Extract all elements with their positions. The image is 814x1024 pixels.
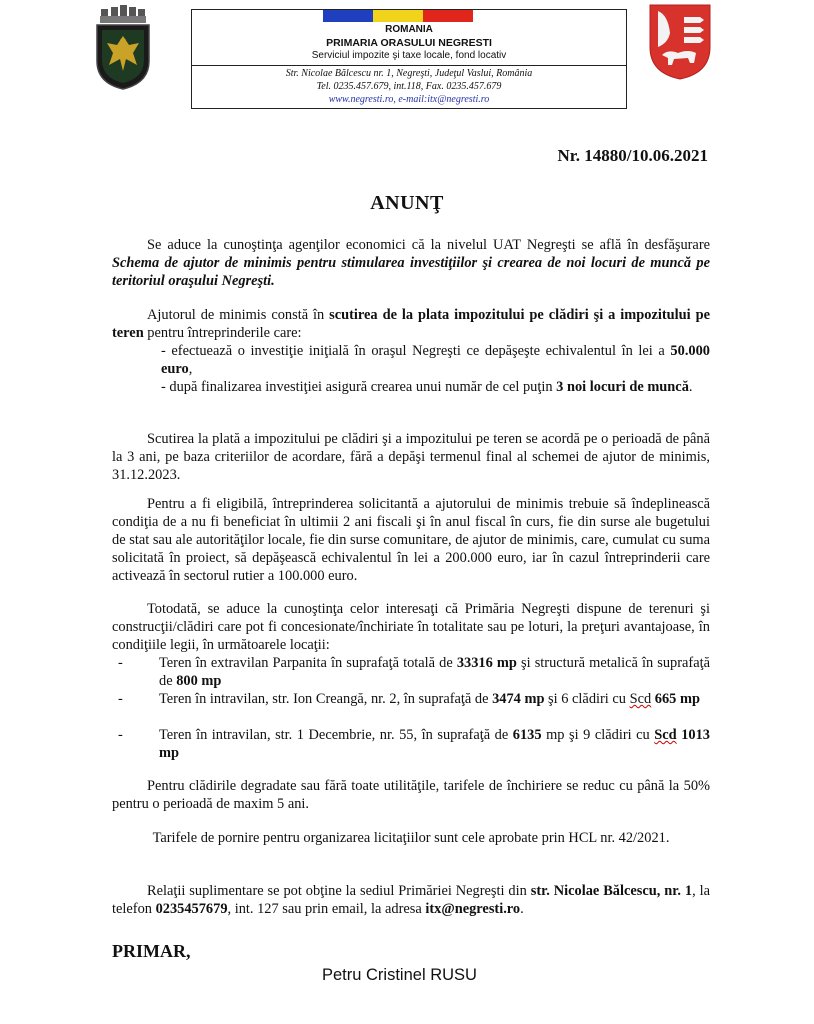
letterhead-department: Serviciul impozite şi taxe locale, fond locativ — [311, 50, 507, 61]
paragraph-eligibility: Pentru a fi eligibilă, întreprinderea solicitantă a ajutorului de minimis trebuie să îndeplinească condiţia de a nu fi beneficiat în ultimii 2 ani fiscali şi în anul fiscal în curs, fie din surse ale bugetului de stat sau ale autorităţilor locale, fie din surse comunitare, de ajutor de minimis, care, cumulat cu suma solicitată în proiect, să depăşească echivalentul în lei a 200.000 euro, iar în cazul întreprinderii care activează în sectorul rutier a 100.000 euro. — [112, 496, 710, 584]
registration-number: Nr. 14880/10.06.2021 — [557, 146, 708, 165]
letterhead — [191, 9, 627, 109]
location-area: 33316 mp — [456, 655, 517, 671]
intro-end: . — [271, 273, 275, 289]
signature-title: PRIMAR, — [112, 941, 191, 961]
contact-text: , int. 127 sau prin email, la adresa — [227, 901, 426, 917]
location-text: şi structură metalică în suprafaţă de — [159, 655, 710, 689]
paragraph-rent-reduction: Pentru clădirile degradate sau fără toate utilităţile, tarifele de închiriere se reduc cu până la 50% pentru o perioadă de maxim 5 ani. — [112, 778, 710, 812]
jobs-text: - după finalizarea investiţiei asigură crearea unui număr de cel puţin — [161, 379, 557, 395]
location-text: Teren în intravilan, str. Ion Creangă, nr. 2, în suprafaţă de — [159, 691, 493, 707]
contact-email[interactable]: itx@negresti.ro — [425, 901, 521, 917]
location-text: Teren în intravilan, str. 1 Decembrie, nr. 55, în suprafaţă de — [159, 727, 513, 743]
letterhead-phone: Tel. 0235.457.679, int.118, Fax. 0235.457.679 — [316, 81, 502, 92]
contact-end: . — [520, 901, 524, 917]
paragraph-exemption-period: Scutirea la plată a impozitului pe clădiri şi a impozitului pe teren se acordă pe o perioadă de până la 3 ani, pe baza criteriilor de acordare, fără a depăşi termenul final al schemei de ajutor de minimis, 31.12.2023. — [112, 431, 710, 483]
county-crest-icon — [648, 3, 712, 81]
location-text: mp şi 9 clădiri cu — [541, 727, 655, 743]
location-scd: Scd — [654, 727, 677, 743]
location-area: 6135 — [512, 727, 542, 743]
location-scd: Scd — [629, 691, 652, 707]
page-title: ANUNŢ — [370, 192, 444, 214]
investment-end: , — [188, 361, 193, 377]
jobs-end: . — [688, 379, 693, 395]
location-item — [112, 654, 710, 690]
location-item — [112, 690, 710, 708]
list-marker: - — [118, 691, 123, 707]
signatory-name: Petru Cristinel RUSU — [322, 966, 477, 984]
letterhead-country: ROMANIA — [385, 24, 433, 35]
investment-text: - efectuează o investiţie iniţială în oraşul Negreşti ce depăşeşte echivalentul în lei a — [161, 343, 671, 359]
jobs-count: 3 noi locuri de muncă — [556, 379, 689, 395]
letterhead-address: Str. Nicolae Bălcescu nr. 1, Negreşti, Judeţul Vaslui, România — [285, 68, 533, 79]
contact-text: , la telefon — [112, 883, 710, 917]
letterhead-web-email: www.negresti.ro, e-mail:itx@negresti.ro — [328, 94, 490, 105]
contact-phone: 0235457679 — [155, 901, 228, 917]
list-marker: - — [118, 727, 123, 743]
paragraph-properties: Totodată, se aduce la cunoştinţa celor interesaţi că Primăria Negreşti dispune de terenuri şi construcţii/clădiri care pot fi concesionate/închiriate în totalitate sau pe loturi, la preţuri avantajoase, în condiţiile legii, în următoarele locaţii: — [112, 601, 710, 653]
intro-text: Se aduce la cunoştinţa agenţilor economici că la nivelul UAT Negreşti se află în desfăşurare — [147, 237, 710, 253]
aid-text-end: pentru întreprinderile care: — [143, 325, 302, 341]
location-structure-area: 800 mp — [176, 673, 222, 689]
letterhead-institution: PRIMARIA ORASULUI NEGRESTI — [326, 37, 492, 49]
flag-stripe-blue — [323, 10, 373, 22]
location-area: 3474 mp — [492, 691, 545, 707]
aid-condition-jobs — [112, 378, 710, 396]
paragraph-auction-tariffs: Tarifele de pornire pentru organizarea licitaţiilor sunt cele aprobate prin HCL nr. 42/2021. — [152, 830, 670, 846]
location-building-area: 665 mp — [654, 691, 700, 707]
town-crest-icon — [93, 3, 153, 91]
aid-text: Ajutorul de minimis constă în — [147, 307, 330, 323]
flag-stripe-yellow — [373, 10, 423, 22]
flag-stripe-red — [423, 10, 473, 22]
contact-text: Relaţii suplimentare se pot obţine la sediul Primăriei Negreşti din — [147, 883, 531, 899]
location-item — [112, 726, 710, 762]
paragraph-aid — [112, 306, 710, 342]
contact-address: str. Nicolae Bălcescu, nr. 1 — [530, 883, 693, 899]
paragraph-intro — [112, 236, 710, 290]
aid-condition-investment — [112, 342, 710, 378]
paragraph-contact — [112, 882, 710, 918]
location-building-area: 1013 mp — [159, 727, 710, 761]
romanian-flag — [323, 10, 473, 22]
letterhead-divider — [192, 65, 626, 66]
aid-exemption: scutirea de la plata impozitului pe clădiri şi a impozitului pe teren — [112, 307, 710, 341]
location-text: Teren în extravilan Parpanita în suprafaţă totală de — [159, 655, 457, 671]
intro-scheme-name: Schema de ajutor de minimis pentru stimularea investiţiilor şi crearea de noi locuri de muncă pe teritoriul oraşului Negreşti — [112, 255, 710, 289]
location-text: şi 6 clădiri cu — [544, 691, 630, 707]
investment-amount: 50.000 euro — [161, 343, 710, 377]
list-marker: - — [118, 655, 123, 671]
